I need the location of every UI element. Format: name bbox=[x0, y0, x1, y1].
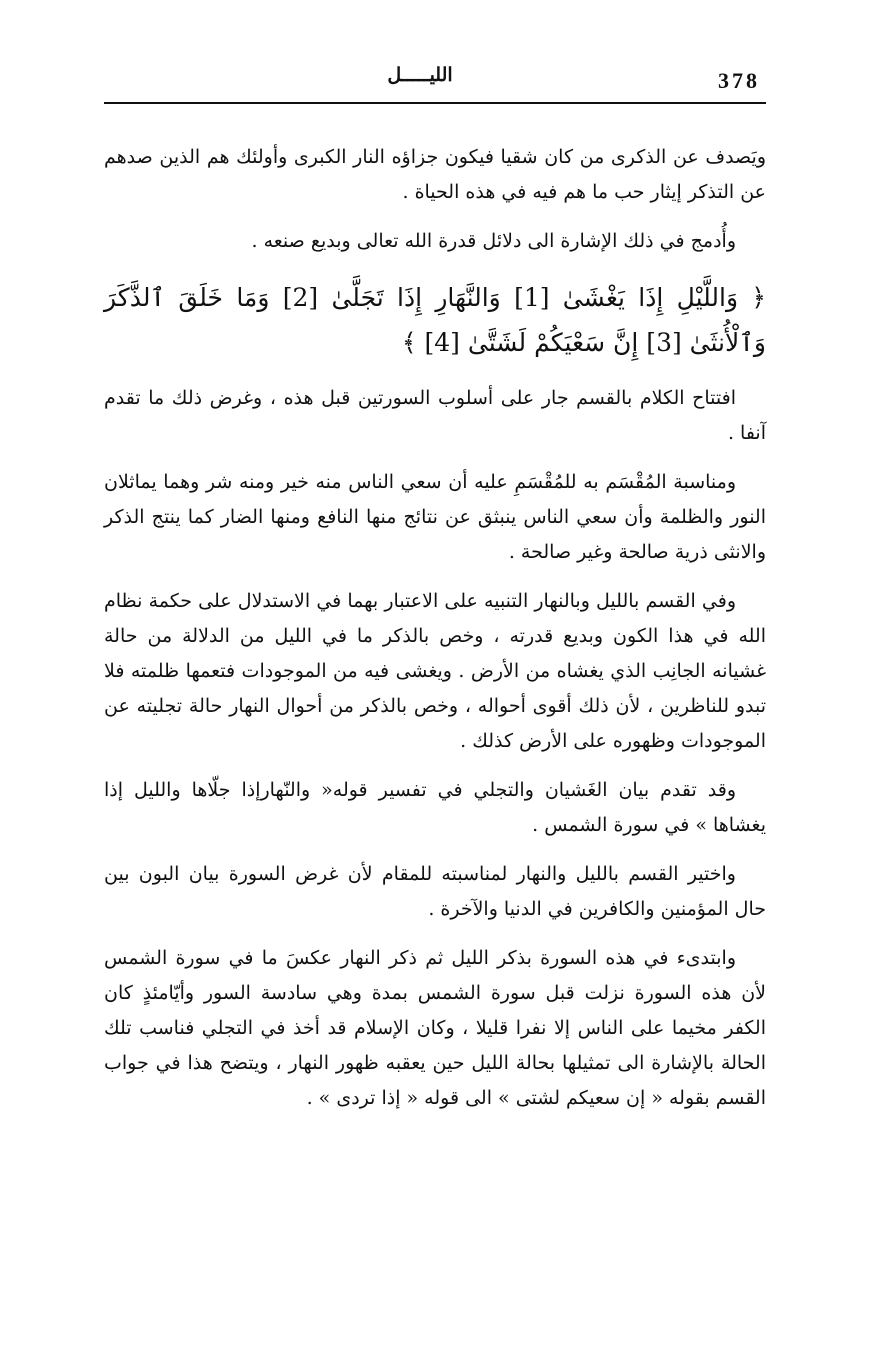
paragraph: وأُدمج في ذلك الإشارة الى دلائل قدرة الله تعالى وبديع صنعه . bbox=[251, 230, 736, 252]
paragraph: وقد تقدم بيان الغَشيان والتجلي في تفسير قوله« والنّهارإذا جلّاها والليل إذا يغشاها » في سورة الشمس . bbox=[104, 779, 766, 836]
paragraph: ومناسبة المُقْسَم به للمُقْسَمِ عليه أن سعي الناس منه خير ومنه شر وهما يماثلان النور والظلمة وأن سعي الناس ينبثق عن نتائج منها النافع ومنها الضار كما ينتج الذكر والانثى ذرية صالحة وغير صالحة . bbox=[104, 471, 766, 563]
running-title: الليـــــل bbox=[387, 64, 453, 86]
page-number: 378 bbox=[718, 68, 760, 93]
page-body bbox=[104, 140, 766, 1130]
header-rule bbox=[104, 102, 766, 104]
paragraph: ويَصدف عن الذكرى من كان شقيا فيكون جزاؤه النار الكبرى وأولئك هم الذين صدهم عن التذكر إيثار حب ما هم فيه في هذه الحياة . bbox=[104, 146, 766, 203]
paragraph: واختير القسم بالليل والنهار لمناسبته للمقام لأن غرض السورة بيان البون بين حال المؤمنين والكافرين في الدنيا والآخرة . bbox=[104, 863, 766, 920]
paragraph: افتتاح الكلام بالقسم جار على أسلوب السورتين قبل هذه ، وغرض ذلك ما تقدم آنفا . bbox=[104, 387, 766, 444]
paragraph: وفي القسم بالليل وبالنهار التنبيه على الاعتبار بهما في الاستدلال على حكمة نظام الله في هذا الكون وبديع قدرته ، وخص بالذكر ما في الليل من الدلالة من حالة غشيانه الجانِب الذي يغشاه من الأرض . ويغشى فيه من الموجودات فتعمها ظلمته فلا تبدو للناظرين ، لأن ذلك أقوى أحواله ، وخص بالذكر من أحوال النهار حالة تجليته عن الموجودات وظهوره على الأرض كذلك . bbox=[104, 590, 766, 752]
paragraph: وابتدىء في هذه السورة بذكر الليل ثم ذكر النهار عكسَ ما في سورة الشمس لأن هذه السورة نزلت قبل سورة الشمس بمدة وهي سادسة السور وأيّامئذٍ كان الكفر مخيما على الناس إلا نفرا قليلا ، وكان الإسلام قد أخذ في التجلي فناسب تلك الحالة بالإشارة الى تمثيلها بحالة الليل حين يعقبه ظهور النهار ، ويتضح هذا في جواب القسم بقوله « إن سعيكم لشتى » الى قوله « إذا تردى » . bbox=[104, 947, 766, 1109]
quran-verse: ﴿ وَاللَّيْلِ إِذَا يَغْشَىٰ [1] وَالنَّهَارِ إِذَا تَجَلَّىٰ [2] وَمَا خَلَقَ ٱلذَّكَرَ وَٱلْأُنثَىٰ [3] إِنَّ سَعْيَكُمْ لَشَتَّىٰ [4] ﴾ bbox=[104, 283, 767, 357]
